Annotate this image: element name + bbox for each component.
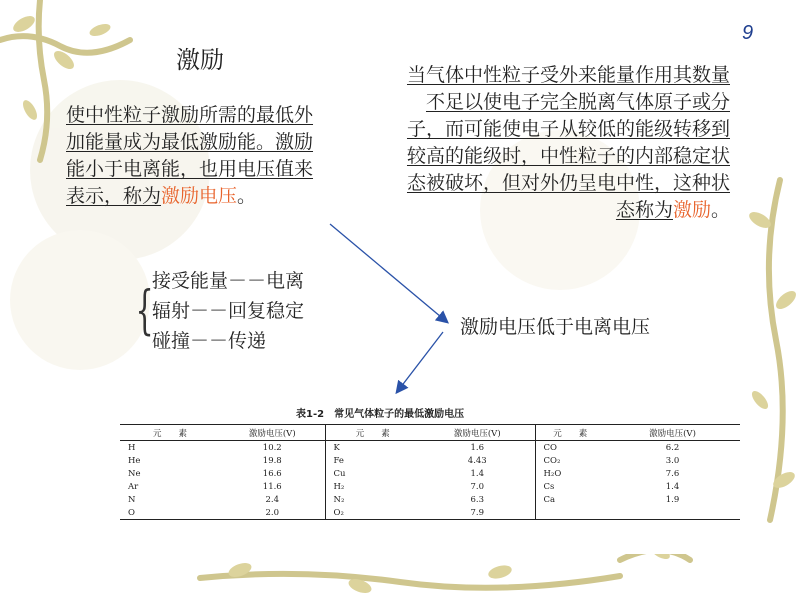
table-cell: 1.4: [665, 481, 680, 492]
table-cell: 4.43: [420, 454, 535, 467]
right-paragraph-highlight: 激励: [672, 199, 711, 221]
table-cell: 2.4: [220, 493, 325, 506]
table-row: [120, 441, 740, 455]
table-cell: [535, 506, 605, 520]
table-cell: 1.9: [665, 494, 680, 505]
table-cell: Cs: [543, 481, 555, 492]
left-paragraph-end: 。: [237, 185, 257, 207]
table-row: [120, 454, 740, 467]
table-cell: N: [128, 494, 136, 505]
table-cell: [605, 506, 740, 520]
process-list-item: 辐射－－回复稳定: [152, 300, 305, 322]
table-cell: Ar: [128, 481, 139, 492]
table-cell: CO₂: [543, 455, 561, 466]
excitation-voltage-table: [120, 424, 740, 520]
table-header: 元 素: [535, 425, 605, 441]
page-number: 9: [742, 22, 754, 44]
left-brace: {: [135, 281, 154, 341]
table-cell: 11.6: [220, 480, 325, 493]
left-paragraph: [66, 102, 326, 210]
table-cell: 1.6: [420, 441, 535, 455]
table-cell: 7.6: [665, 468, 680, 479]
table-cell: 3.0: [665, 455, 680, 466]
table-header: 激励电压(V): [420, 425, 535, 441]
process-list: [152, 266, 304, 356]
table-cell: 19.8: [220, 454, 325, 467]
table-cell: 6.3: [420, 493, 535, 506]
table-cell: 1.4: [420, 467, 535, 480]
table-cell: Fe: [333, 455, 344, 466]
table-header: 元 素: [325, 425, 420, 441]
process-list-item: 接受能量－－电离: [152, 270, 305, 292]
table-row: [120, 493, 740, 506]
table-cell: CO: [543, 442, 557, 453]
table-row: [120, 506, 740, 520]
table-cell: Ca: [543, 494, 556, 505]
table-cell: Ne: [128, 468, 141, 479]
table-title: 表1-2 常见气体粒子的最低激励电压: [296, 409, 465, 420]
table-cell: 10.2: [220, 441, 325, 455]
table-cell: Cu: [333, 468, 346, 479]
process-list-item: 碰撞－－传递: [152, 330, 267, 352]
table-header-row: [120, 425, 740, 441]
table-cell: H₂: [333, 481, 345, 492]
table-cell: N₂: [333, 494, 345, 505]
table-header: 激励电压(V): [220, 425, 325, 441]
table-cell: 16.6: [220, 467, 325, 480]
table-cell: O₂: [325, 506, 420, 520]
right-paragraph: [400, 62, 730, 224]
right-paragraph-text: 当气体中性粒子受外来能量作用其数量不足以使电子完全脱离气体原子或分子，而可能使电子从较低的能级转移到较高的能级时，中性粒子的内部稳定状态被破坏，但对外仍呈电中性，这种状态称为: [406, 64, 730, 221]
table-cell: H: [128, 442, 136, 453]
table-row: [120, 467, 740, 480]
slide-title: 激励: [176, 46, 224, 74]
left-paragraph-text: 使中性粒子激励所需的最低外加能量成为最低激励能。激励能小于电离能，也用电压值来表示，称为: [66, 104, 314, 207]
table-row: [120, 480, 740, 493]
conclusion-text: 激励电压低于电离电压: [460, 316, 651, 338]
left-paragraph-highlight: 激励电压: [161, 185, 238, 207]
right-paragraph-end: 。: [710, 199, 730, 221]
table-header: 元 素: [120, 425, 220, 441]
table-cell: 2.0: [220, 506, 325, 520]
table-cell: H₂O: [543, 468, 562, 479]
table-cell: 6.2: [665, 442, 680, 453]
table-cell: 7.0: [420, 480, 535, 493]
table-cell: K: [333, 442, 340, 453]
table-cell: He: [128, 455, 141, 466]
table-cell: O: [120, 506, 220, 520]
table-header: 激励电压(V): [605, 425, 740, 441]
table-cell: 7.9: [420, 506, 535, 520]
